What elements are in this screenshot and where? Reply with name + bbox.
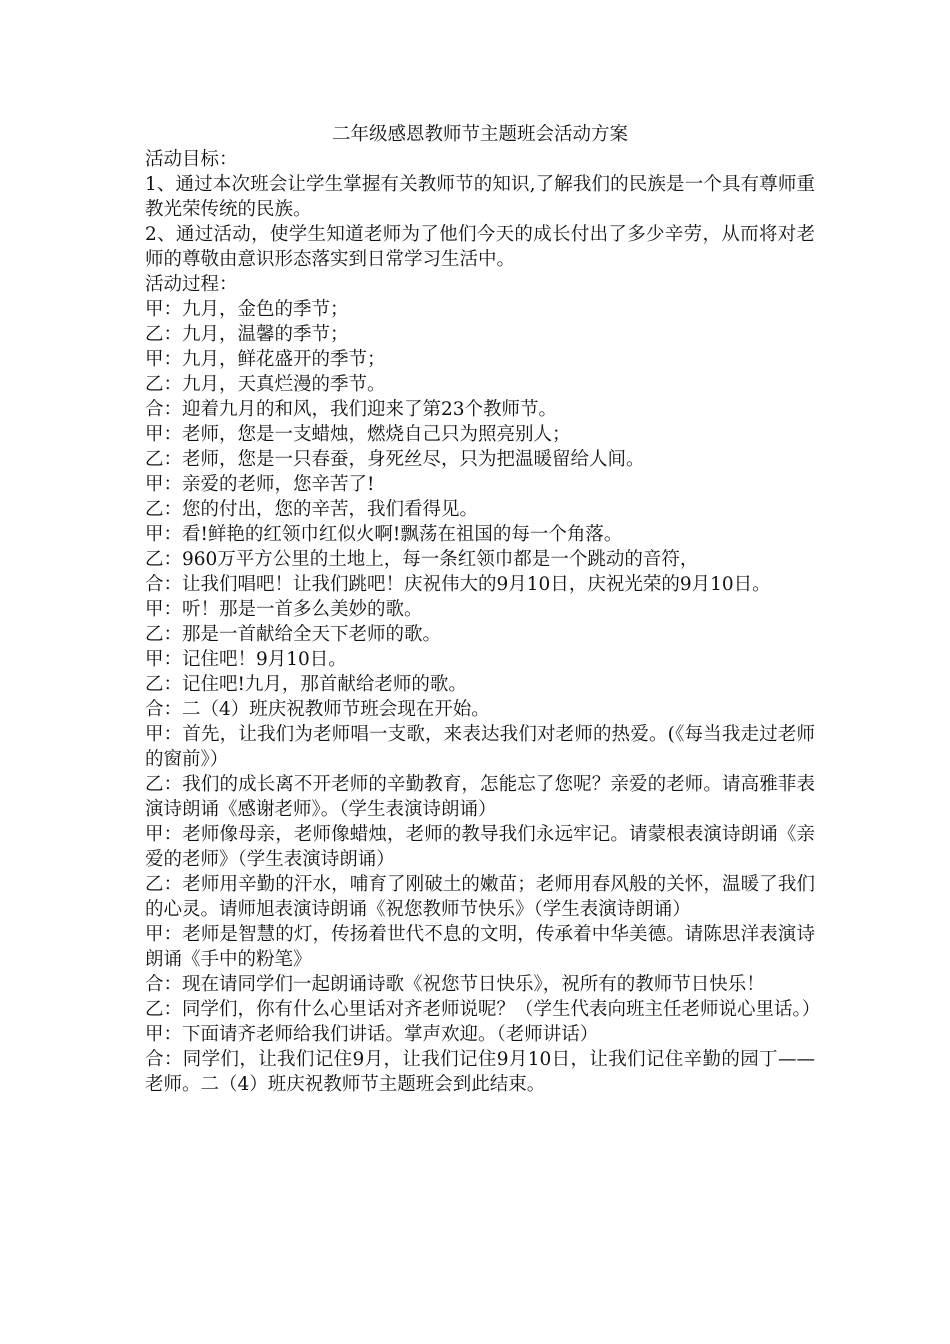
dialogue-line: 甲：下面请齐老师给我们讲话。掌声欢迎。（老师讲话）: [145, 1024, 599, 1045]
dialogue-line: 甲：九月，金色的季节；: [145, 299, 349, 320]
document-body: [145, 122, 821, 1097]
dialogue-line: 合：二（4）班庆祝教师节班会现在开始。: [145, 699, 490, 720]
dialogue-line: 甲：九月，鲜花盛开的季节；: [145, 349, 386, 370]
dialogue-line: 合：同学们，让我们记住9月，让我们记住9月10日，让我们记住辛勤的园丁——老师。二（4）班庆祝教师节主题班会到此结束。: [145, 1049, 815, 1095]
dialogue-line: 乙：老师用辛勤的汗水，哺育了刚破土的嫩苗；老师用春风般的关怀，温暖了我们的心灵。请师旭表演诗朗诵《祝您教师节快乐》（学生表演诗朗诵）: [145, 874, 815, 920]
dialogue-line: 乙：老师，您是一只春蚕，身死丝尽，只为把温暖留给人间。: [145, 449, 645, 470]
paragraph-objectives-heading: 活动目标：: [145, 149, 238, 170]
paragraph-objective-1: 1、通过本次班会让学生掌握有关教师节的知识,了解我们的民族是一个具有尊师重教光荣传统的民族。: [145, 174, 815, 220]
dialogue-line: 乙：您的付出，您的辛苦，我们看得见。: [145, 499, 479, 520]
dialogue-line: 甲：亲爱的老师，您辛苦了!: [145, 474, 375, 495]
dialogue-line: 甲：看!鲜艳的红领巾红似火啊!飘荡在祖国的每一个角落。: [145, 524, 623, 545]
dialogue-line: 乙：同学们，你有什么心里话对齐老师说呢？（学生代表向班主任老师说心里话。）: [145, 999, 821, 1020]
dialogue-line: 乙：记住吧!九月，那首献给老师的歌。: [145, 674, 467, 695]
dialogue-line: 乙：九月，天真烂漫的季节。: [145, 374, 386, 395]
dialogue-line: 甲：听！那是一首多么美妙的歌。: [145, 599, 423, 620]
dialogue-line: 甲：老师，您是一支蜡烛，燃烧自己只为照亮别人；: [145, 424, 571, 445]
dialogue-line: 乙：960万平方公里的土地上，每一条红领巾都是一个跳动的音符，: [145, 549, 699, 570]
dialogue-line: 合：让我们唱吧！让我们跳吧！庆祝伟大的9月10日，庆祝光荣的9月10日。: [145, 574, 771, 595]
document-title: 二年级感恩教师节主题班会活动方案: [331, 124, 628, 145]
dialogue-line: 甲：记住吧！9月10日。: [145, 649, 347, 670]
dialogue-line: 合：现在请同学们一起朗诵诗歌《祝您节日快乐》，祝所有的教师节日快乐！: [145, 974, 765, 995]
paragraph-process-heading: 活动过程：: [145, 274, 238, 295]
dialogue-line: 甲：老师像母亲，老师像蜡烛，老师的教导我们永远牢记。请蒙根表演诗朗诵《亲爱的老师》（学生表演诗朗诵）: [145, 824, 815, 870]
dialogue-line: 合：迎着九月的和风，我们迎来了第23个教师节。: [145, 399, 558, 420]
dialogue-line: 乙：那是一首献给全天下老师的歌。: [145, 624, 442, 645]
dialogue-line: 甲：老师是智慧的灯，传扬着世代不息的文明，传承着中华美德。请陈思洋表演诗朗诵《手中的粉笔》: [145, 924, 815, 970]
dialogue-line: 乙：九月，温馨的季节；: [145, 324, 349, 345]
paragraph-objective-2: 2、通过活动，使学生知道老师为了他们今天的成长付出了多少辛劳，从而将对老师的尊敬由意识形态落实到日常学习生活中。: [145, 224, 815, 270]
dialogue-line: 甲：首先，让我们为老师唱一支歌，来表达我们对老师的热爱。(《每当我走过老师的窗前》）: [145, 724, 815, 770]
dialogue-line: 乙：我们的成长离不开老师的辛勤教育，怎能忘了您呢？亲爱的老师。请高雅菲表演诗朗诵《感谢老师》。（学生表演诗朗诵）: [145, 774, 815, 820]
